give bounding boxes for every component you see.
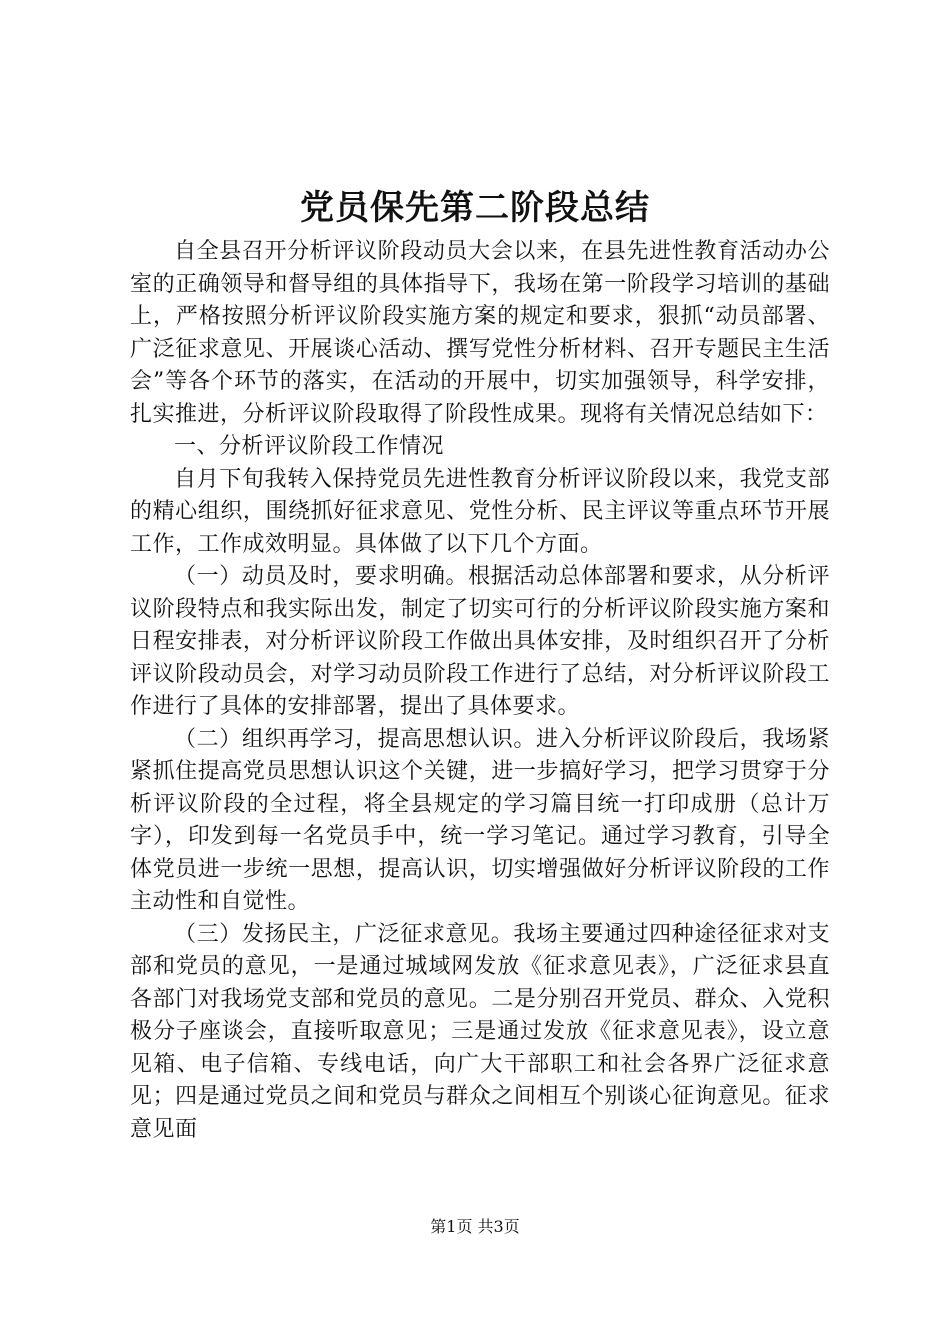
paragraph-overview: 自月下旬我转入保持党员先进性教育分析评议阶段以来，我党支部的精心组织，围绕抓好征求意见、党性分析、民主评议等重点环节开展工作，工作成效明显。具体做了以下几个方面。 (130, 466, 830, 557)
paragraph-point-1: （一）动员及时，要求明确。根据活动总体部署和要求，从分析评议阶段特点和我实际出发，制定了切实可行的分析评议阶段实施方案和日程安排表，对分析评议阶段工作做出具体安排，及时组织召开了分析评议阶段动员会，对学习动员阶段工作进行了总结，对分析评议阶段工作进行了具体的安排部署，提出了具体要求。 (130, 564, 830, 719)
paragraph-intro: 自全县召开分析评议阶段动员大会以来，在县先进性教育活动办公室的正确领导和督导组的具体指导下，我场在第一阶段学习培训的基础上，严格按照分析评议阶段实施方案的规定和要求，狠抓“动员部署、广泛征求意见、开展谈心活动、撰写党性分析材料、召开专题民主生活会”等各个环节的落实，在活动的开展中，切实加强领导，科学安排，扎实推进，分析评议阶段取得了阶段性成果。现将有关情况总结如下： (130, 239, 830, 427)
section-heading: 一、分析评议阶段工作情况 (174, 434, 445, 459)
paragraph-point-2: （二）组织再学习，提高思想认识。进入分析评议阶段后，我场紧紧抓住提高党员思想认识这个关键，进一步搞好学习，把学习贯穿于分析评议阶段的全过程，将全县规定的学习篇目统一打印成册（总计万字），印发到每一名党员手中，统一学习笔记。通过学习教育，引导全体党员进一步统一思想，提高认识，切实增强做好分析评议阶段的工作主动性和自觉性。 (130, 726, 830, 914)
document-title: 党员保先第二阶段总结 (300, 188, 650, 228)
document-body (130, 236, 830, 1146)
paragraph-point-3: （三）发扬民主，广泛征求意见。我场主要通过四种途径征求对支部和党员的意见，一是通过城域网发放《征求意见表》，广泛征求县直各部门对我场党支部和党员的意见。二是分别召开党员、群众、入党积极分子座谈会，直接听取意见；三是通过发放《征求意见表》，设立意见箱、电子信箱、专线电话，向广大干部职工和社会各界广泛征求意见；四是通过党员之间和党员与群众之间相互个别谈心征询意见。征求意见面 (130, 921, 830, 1142)
page-footer: 第1页 共3页 (430, 1217, 520, 1236)
